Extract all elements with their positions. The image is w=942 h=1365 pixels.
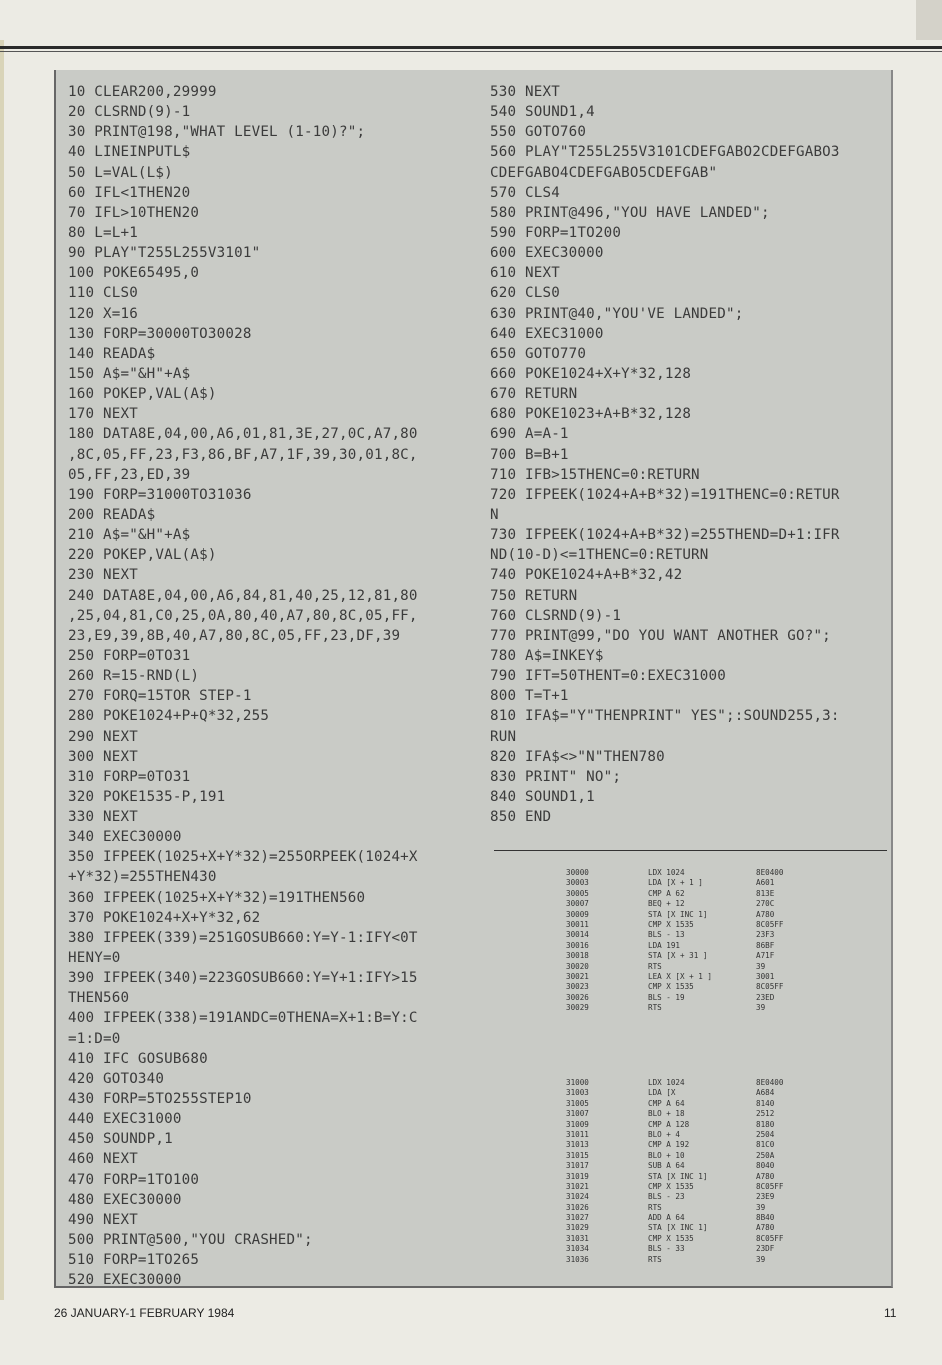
- code-line: 710 IFB>15THENC=0:RETURN: [490, 466, 700, 483]
- code-line: ND(10-D)<=1THENC=0:RETURN: [490, 547, 709, 564]
- assembly-hex: 813E: [756, 888, 775, 898]
- assembly-instruction: CMP X 1535: [648, 982, 694, 992]
- assembly-instruction: CMP X 1535: [648, 919, 694, 929]
- assembly-hex: 8040: [756, 1161, 775, 1171]
- assembly-address: 30003: [566, 878, 589, 888]
- code-line: 200 READA$: [68, 506, 156, 523]
- assembly-address: 30020: [566, 961, 589, 971]
- assembly-hex: 39: [756, 1254, 766, 1264]
- code-line: 590 FORP=1TO200: [490, 224, 622, 241]
- assembly-hex: 23F3: [756, 930, 775, 940]
- assembly-instruction: LDA [X: [648, 1088, 676, 1098]
- code-line: 160 POKEP,VAL(A$): [68, 386, 217, 403]
- assembly-address: 31024: [566, 1192, 589, 1202]
- assembly-instruction: CMP X 1535: [648, 1181, 694, 1191]
- code-line: 270 FORQ=15TOR STEP-1: [68, 688, 252, 705]
- code-line: 410 IFC GOSUB680: [68, 1050, 208, 1067]
- code-line: 220 POKEP,VAL(A$): [68, 547, 217, 564]
- assembly-hex: 2504: [756, 1129, 775, 1139]
- assembly-hex: 2512: [756, 1109, 775, 1119]
- code-line: 320 POKE1535-P,191: [68, 788, 226, 805]
- assembly-address: 31003: [566, 1088, 589, 1098]
- assembly-hex: 23E9: [756, 1192, 775, 1202]
- code-line: 420 GOTO340: [68, 1070, 165, 1087]
- code-line: 670 RETURN: [490, 386, 578, 403]
- assembly-address: 30018: [566, 951, 589, 961]
- code-line: 290 NEXT: [68, 728, 138, 745]
- code-line: 180 DATA8E,04,00,A6,01,81,3E,27,0C,A7,80: [68, 426, 418, 443]
- assembly-address: 30026: [566, 992, 589, 1002]
- code-line: 450 SOUNDP,1: [68, 1131, 173, 1148]
- assembly-hex: 39: [756, 961, 766, 971]
- assembly-instruction: BLS - 23: [648, 1192, 685, 1202]
- code-line: 330 NEXT: [68, 809, 138, 826]
- code-line: 260 R=15-RND(L): [68, 668, 200, 685]
- code-line: 390 IFPEEK(340)=223GOSUB660:Y=Y+1:IFY>15: [68, 970, 418, 987]
- code-line: +Y*32)=255THEN430: [68, 869, 217, 886]
- code-line: 50 L=VAL(L$): [68, 164, 173, 181]
- code-line: 70 IFL>10THEN20: [68, 204, 200, 221]
- assembly-hex: 39: [756, 1003, 766, 1013]
- code-line: 560 PLAY"T255L255V3101CDEFGABO2CDEFGABO3: [490, 144, 840, 161]
- code-line: 250 FORP=0TO31: [68, 647, 191, 664]
- top-rule: [0, 46, 942, 49]
- assembly-address: 31007: [566, 1109, 589, 1119]
- code-line: 460 NEXT: [68, 1151, 138, 1168]
- code-line: 300 NEXT: [68, 748, 138, 765]
- code-line: 550 GOTO760: [490, 124, 587, 141]
- program-listing-box: [54, 70, 893, 1288]
- code-line: 840 SOUND1,1: [490, 788, 595, 805]
- assembly-instruction: LDA 191: [648, 940, 681, 950]
- listing-column-left: [68, 82, 488, 1290]
- code-line: 440 EXEC31000: [68, 1111, 182, 1128]
- assembly-instruction: CMP A 128: [648, 1119, 690, 1129]
- assembly-instruction: CMP A 64: [648, 1098, 685, 1108]
- code-line: 640 EXEC31000: [490, 325, 604, 342]
- assembly-hex: 270C: [756, 899, 775, 909]
- assembly-hex: 8C05FF: [756, 1181, 784, 1191]
- assembly-address: 30007: [566, 899, 589, 909]
- assembly-address: 31029: [566, 1223, 589, 1233]
- assembly-address: 30023: [566, 982, 589, 992]
- code-line: 500 PRINT@500,"YOU CRASHED";: [68, 1232, 313, 1249]
- code-line: 480 EXEC30000: [68, 1191, 182, 1208]
- code-line: 770 PRINT@99,"DO YOU WANT ANOTHER GO?";: [490, 627, 831, 644]
- assembly-hex: 8C05FF: [756, 919, 784, 929]
- code-line: 370 POKE1024+X+Y*32,62: [68, 909, 261, 926]
- assembly-address: 30029: [566, 1003, 589, 1013]
- assembly-hex: 23ED: [756, 992, 775, 1002]
- assembly-instruction: CMP A 62: [648, 888, 685, 898]
- page-number: 11: [884, 1306, 897, 1320]
- assembly-address: 30000: [566, 868, 589, 877]
- code-line: ,25,04,81,C0,25,0A,80,40,A7,80,8C,05,FF,: [68, 607, 418, 624]
- assembly-address: 31009: [566, 1119, 589, 1129]
- assembly-instruction: STA [X INC 1]: [648, 1223, 708, 1233]
- code-line: 80 L=L+1: [68, 224, 138, 241]
- code-line: 750 RETURN: [490, 587, 578, 604]
- assembly-address: 31017: [566, 1161, 589, 1171]
- assembly-instruction: RTS: [648, 961, 662, 971]
- code-line: 120 X=16: [68, 305, 138, 322]
- assembly-address: 30005: [566, 888, 589, 898]
- code-line: 150 A$="&H"+A$: [68, 365, 191, 382]
- code-line: 800 T=T+1: [490, 688, 569, 705]
- assembly-address: 30016: [566, 940, 589, 950]
- assembly-hex: 8180: [756, 1119, 775, 1129]
- code-line: 690 A=A-1: [490, 426, 569, 443]
- assembly-instruction: BLO + 18: [648, 1109, 685, 1119]
- code-line: 740 POKE1024+A+B*32,42: [490, 567, 683, 584]
- code-line: 380 IFPEEK(339)=251GOSUB660:Y=Y-1:IFY<0T: [68, 929, 418, 946]
- assembly-hex: 8C05FF: [756, 1233, 784, 1243]
- code-line: 60 IFL<1THEN20: [68, 184, 191, 201]
- code-line: 130 FORP=30000TO30028: [68, 325, 252, 342]
- assembly-instruction: STA [X INC 1]: [648, 1171, 708, 1181]
- code-line: 100 POKE65495,0: [68, 265, 200, 282]
- code-line: 540 SOUND1,4: [490, 104, 595, 121]
- code-line: 530 NEXT: [490, 84, 560, 100]
- assembly-address: 31021: [566, 1181, 589, 1191]
- code-line: 05,FF,23,ED,39: [68, 466, 191, 483]
- assembly-hex: 8C05FF: [756, 982, 784, 992]
- code-line: 400 IFPEEK(338)=191ANDC=0THENA=X+1:B=Y:C: [68, 1010, 418, 1027]
- assembly-instruction: RTS: [648, 1254, 662, 1264]
- assembly-hex: 86BF: [756, 940, 775, 950]
- assembly-instruction: STA [X + 31 ]: [648, 951, 708, 961]
- code-line: 110 CLS0: [68, 285, 138, 302]
- assembly-hex: A684: [756, 1088, 775, 1098]
- code-line: 660 POKE1024+X+Y*32,128: [490, 365, 692, 382]
- code-line: 650 GOTO770: [490, 345, 587, 362]
- code-line: 850 END: [490, 809, 552, 826]
- assembly-hex: A71F: [756, 951, 775, 961]
- assembly-instruction: RTS: [648, 1202, 662, 1212]
- code-line: 580 PRINT@496,"YOU HAVE LANDED";: [490, 204, 770, 221]
- code-line: 30 PRINT@198,"WHAT LEVEL (1-10)?";: [68, 124, 366, 141]
- code-line: 90 PLAY"T255L255V3101": [68, 245, 261, 262]
- assembly-address: 31019: [566, 1171, 589, 1181]
- assembly-hex: 8B40: [756, 1213, 775, 1223]
- assembly-hex: 81C0: [756, 1140, 775, 1150]
- assembly-instruction: STA [X INC 1]: [648, 909, 708, 919]
- assembly-instruction: RTS: [648, 1003, 662, 1013]
- assembly-hex: 250A: [756, 1150, 775, 1160]
- code-line: 630 PRINT@40,"YOU'VE LANDED";: [490, 305, 744, 322]
- assembly-hex: 8140: [756, 1098, 775, 1108]
- assembly-address: 31034: [566, 1244, 589, 1254]
- code-line: THEN560: [68, 990, 130, 1007]
- assembly-address: 31015: [566, 1150, 589, 1160]
- code-line: 610 NEXT: [490, 265, 560, 282]
- code-line: 170 NEXT: [68, 406, 138, 423]
- assembly-address: 31000: [566, 1078, 589, 1087]
- code-line: 40 LINEINPUTL$: [68, 144, 191, 161]
- assembly-address: 31005: [566, 1098, 589, 1108]
- assembly-instruction: BLS - 19: [648, 992, 685, 1002]
- assembly-address: 31036: [566, 1254, 589, 1264]
- code-line: 570 CLS4: [490, 184, 560, 201]
- code-line: 350 IFPEEK(1025+X+Y*32)=255ORPEEK(1024+X: [68, 849, 418, 866]
- code-line: 280 POKE1024+P+Q*32,255: [68, 708, 270, 725]
- code-line: 230 NEXT: [68, 567, 138, 584]
- code-line: 720 IFPEEK(1024+A+B*32)=191THENC=0:RETUR: [490, 486, 840, 503]
- assembly-instruction: BLS - 13: [648, 930, 685, 940]
- code-line: N: [490, 506, 499, 523]
- assembly-hex: A780: [756, 1171, 775, 1181]
- code-line: 190 FORP=31000TO31036: [68, 486, 252, 503]
- code-line: 700 B=B+1: [490, 446, 569, 463]
- code-line: 780 A$=INKEY$: [490, 647, 604, 664]
- code-line: 820 IFA$<>"N"THEN780: [490, 748, 665, 765]
- code-line: =1:D=0: [68, 1030, 121, 1047]
- code-line: 210 A$="&H"+A$: [68, 527, 191, 544]
- assembly-instruction: CMP A 192: [648, 1140, 690, 1150]
- assembly-hex: A780: [756, 1223, 775, 1233]
- code-line: HENY=0: [68, 950, 121, 967]
- page-edge: [0, 40, 4, 1300]
- code-line: 360 IFPEEK(1025+X+Y*32)=191THEN560: [68, 889, 366, 906]
- code-line: 340 EXEC30000: [68, 829, 182, 846]
- assembly-address: 30014: [566, 930, 589, 940]
- code-line: 790 IFT=50THENT=0:EXEC31000: [490, 668, 727, 685]
- assembly-hex: 39: [756, 1202, 766, 1212]
- assembly-instruction: SUB A 64: [648, 1161, 685, 1171]
- assembly-instruction: CMP X 1535: [648, 1233, 694, 1243]
- code-line: 680 POKE1023+A+B*32,128: [490, 406, 692, 423]
- assembly-address: 31027: [566, 1213, 589, 1223]
- assembly-address: 31026: [566, 1202, 589, 1212]
- code-line: 10 CLEAR200,29999: [68, 84, 217, 100]
- assembly-instruction: LDA [X + 1 ]: [648, 878, 703, 888]
- assembly-instruction: BEQ + 12: [648, 899, 685, 909]
- assembly-address: 31013: [566, 1140, 589, 1150]
- assembly-address: 30021: [566, 971, 589, 981]
- code-line: 490 NEXT: [68, 1211, 138, 1228]
- code-line: 600 EXEC30000: [490, 245, 604, 262]
- assembly-instruction: LDX 1024: [648, 868, 685, 877]
- code-line: 310 FORP=0TO31: [68, 768, 191, 785]
- assembly-instruction: ADD A 64: [648, 1213, 685, 1223]
- listing-divider: [494, 850, 887, 851]
- assembly-hex: 23DF: [756, 1244, 775, 1254]
- code-line: 240 DATA8E,04,00,A6,84,81,40,25,12,81,80: [68, 587, 418, 604]
- listing-column-right: [490, 82, 890, 827]
- code-line: 730 IFPEEK(1024+A+B*32)=255THEND=D+1:IFR: [490, 527, 840, 544]
- code-line: RUN: [490, 728, 517, 745]
- corner-mark: [916, 0, 942, 40]
- assembly-hex: A780: [756, 909, 775, 919]
- assembly-address: 31031: [566, 1233, 589, 1243]
- code-line: 830 PRINT" NO";: [490, 768, 622, 785]
- footer-date: 26 JANUARY-1 FEBRUARY 1984: [54, 1306, 235, 1320]
- code-line: 23,E9,39,8B,40,A7,80,8C,05,FF,23,DF,39: [68, 627, 401, 644]
- assembly-instruction: BLO + 10: [648, 1150, 685, 1160]
- code-line: 620 CLS0: [490, 285, 560, 302]
- code-line: 760 CLSRND(9)-1: [490, 607, 622, 624]
- assembly-address: 30009: [566, 909, 589, 919]
- code-line: 520 EXEC30000: [68, 1272, 182, 1289]
- code-line: CDEFGABO4CDEFGABO5CDEFGAB": [490, 164, 718, 181]
- code-line: 430 FORP=5TO255STEP10: [68, 1091, 252, 1108]
- top-rule-thin: [0, 51, 942, 52]
- assembly-instruction: BLS - 33: [648, 1244, 685, 1254]
- assembly-hex: A601: [756, 878, 775, 888]
- assembly-address: 30011: [566, 919, 589, 929]
- code-line: ,8C,05,FF,23,F3,86,BF,A7,1F,39,30,01,8C,: [68, 446, 418, 463]
- assembly-hex: 8E0400: [756, 868, 784, 877]
- code-line: 510 FORP=1TO265: [68, 1252, 200, 1269]
- code-line: 20 CLSRND(9)-1: [68, 104, 191, 121]
- code-line: 470 FORP=1TO100: [68, 1171, 200, 1188]
- code-line: 810 IFA$="Y"THENPRINT" YES";:SOUND255,3:: [490, 708, 840, 725]
- assembly-instruction: LEA X [X + 1 ]: [648, 971, 713, 981]
- assembly-hex: 8E0400: [756, 1078, 784, 1087]
- code-line: 140 READA$: [68, 345, 156, 362]
- assembly-address: 31011: [566, 1129, 589, 1139]
- assembly-hex: 3001: [756, 971, 775, 981]
- assembly-instruction: BLO + 4: [648, 1129, 681, 1139]
- assembly-instruction: LDX 1024: [648, 1078, 685, 1087]
